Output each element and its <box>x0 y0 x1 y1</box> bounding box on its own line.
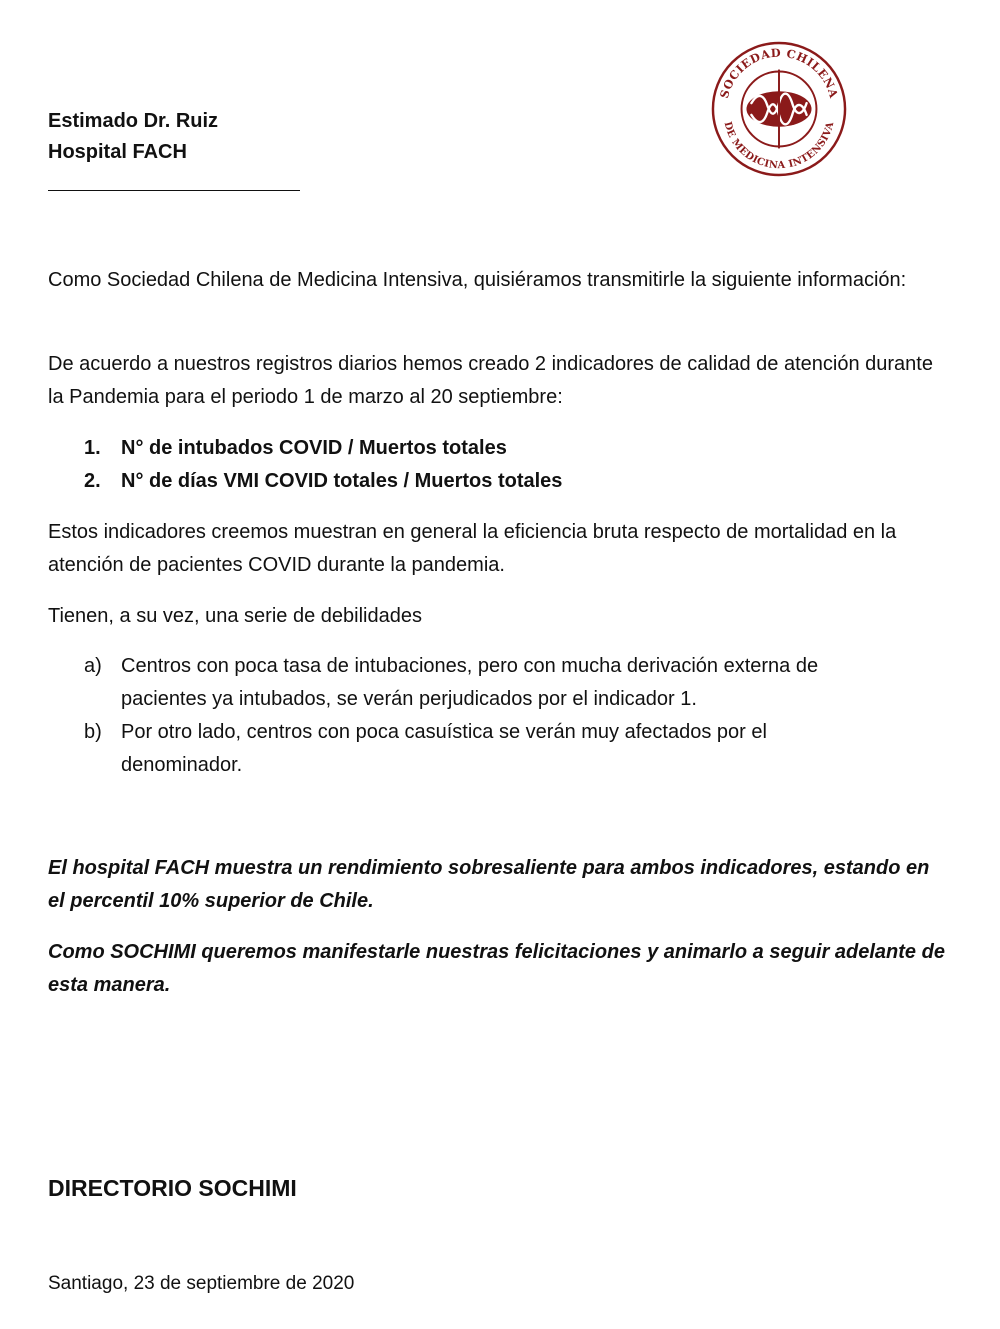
intro-paragraph: Como Sociedad Chilena de Medicina Intensiva, quisiéramos transmitirle la siguiente información: <box>48 269 907 291</box>
highlight-paragraph-2: Como SOCHIMI queremos manifestarle nuestras felicitaciones y animarlo a seguir adelante de esta manera. <box>48 941 945 996</box>
highlight-paragraph-1: El hospital FACH muestra un rendimiento sobresaliente para ambos indicadores, estando en el percentil 10% superior de Chile. <box>48 857 930 912</box>
debilidades-list <box>48 650 878 782</box>
signature: DIRECTORIO SOCHIMI <box>48 1175 297 1201</box>
debilidad-item <box>48 650 878 716</box>
list-marker: a) <box>84 655 102 677</box>
place-date: Santiago, 23 de septiembre de 2020 <box>48 1273 355 1294</box>
recipient-institution: Hospital FACH <box>48 141 187 163</box>
list-marker: 2. <box>84 470 101 492</box>
indicator-text: N° de intubados COVID / Muertos totales <box>121 437 507 459</box>
svg-text:SOCIEDAD CHILENA: SOCIEDAD CHILENA <box>716 45 842 100</box>
debilidad-text: Por otro lado, centros con poca casuística se verán muy afectados por el denominador. <box>121 721 767 776</box>
debilidad-text: Centros con poca tasa de intubaciones, pero con mucha derivación externa de pacientes ya intubados, se verán perjudicados por el indicador 1. <box>121 655 819 710</box>
svg-text:DE MEDICINA INTENSIVA: DE MEDICINA INTENSIVA <box>721 120 837 172</box>
eficiencia-paragraph: Estos indicadores creemos muestran en general la eficiencia bruta respecto de mortalidad en la atención de pacientes COVID durante la pandemia. <box>48 521 897 576</box>
indicator-item <box>48 432 948 465</box>
list-marker: 1. <box>84 437 101 459</box>
indicators-list <box>48 432 948 498</box>
indicator-text: N° de días VMI COVID totales / Muertos totales <box>121 470 563 492</box>
debilidades-intro: Tienen, a su vez, una serie de debilidades <box>48 605 422 627</box>
sochimi-seal-logo <box>710 40 848 178</box>
indicator-item <box>48 465 948 498</box>
list-marker: b) <box>84 721 102 743</box>
registros-paragraph: De acuerdo a nuestros registros diarios hemos creado 2 indicadores de calidad de atención durante la Pandemia para el periodo 1 de marzo al 20 septiembre: <box>48 353 933 408</box>
greeting-block <box>48 106 218 168</box>
signature-rule <box>48 190 300 191</box>
debilidad-item <box>48 716 878 782</box>
recipient-name: Estimado Dr. Ruiz <box>48 110 219 132</box>
